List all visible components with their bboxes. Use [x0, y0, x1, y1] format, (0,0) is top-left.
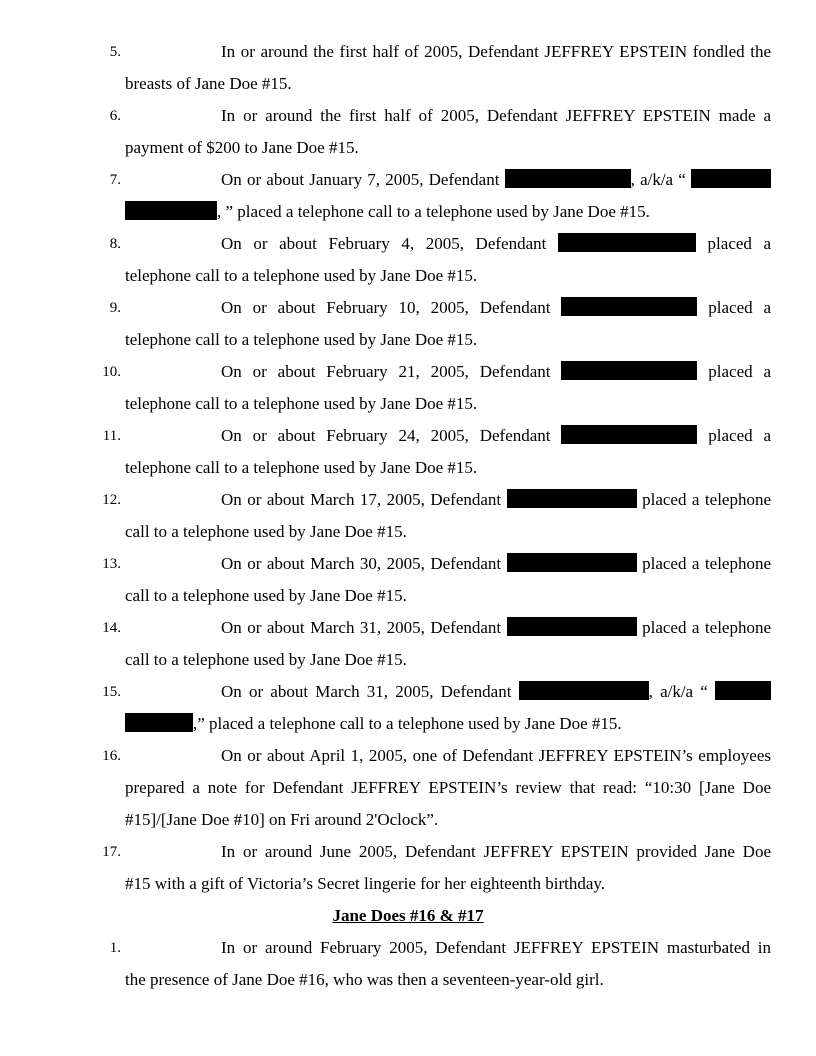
paragraph-text-line [221, 228, 771, 260]
paragraph-number: 17. [102, 844, 121, 860]
text-segment: placed a [708, 298, 772, 317]
redaction-block [691, 169, 771, 188]
paragraph-text-line: telephone call to a telephone used by Jane Doe #15. [125, 458, 478, 477]
paragraph-text-line: In or around the first half of 2005, Defendant JEFFREY EPSTEIN fondled the [221, 42, 771, 61]
paragraph-text-line: breasts of Jane Doe #15. [125, 74, 292, 93]
text-segment: On or about March 31, 2005, Defendant [221, 618, 502, 637]
paragraph-text-line: call to a telephone used by Jane Doe #15. [125, 650, 407, 669]
redaction-block [561, 425, 697, 444]
paragraph-text-line [221, 356, 771, 388]
paragraph-text-line: call to a telephone used by Jane Doe #15. [125, 586, 407, 605]
text-segment: On or about February 10, 2005, Defendant [221, 298, 551, 317]
text-segment: placed a [707, 234, 772, 253]
paragraph-text-line: On or about April 1, 2005, one of Defendant JEFFREY EPSTEIN’s employees [221, 746, 771, 765]
redaction-block [558, 233, 696, 252]
text-segment: On or about February 21, 2005, Defendant [221, 362, 551, 381]
paragraph-number: 1. [109, 940, 121, 956]
paragraph-text-line [221, 612, 771, 644]
text-segment: On or about March 17, 2005, Defendant [221, 490, 502, 509]
paragraph-number: 16. [102, 748, 121, 764]
paragraph-number: 5. [109, 44, 121, 60]
redaction-block [125, 201, 217, 220]
redaction-block [561, 297, 697, 316]
redaction-block [125, 713, 193, 732]
redaction-block [519, 681, 649, 700]
text-segment: placed a telephone [642, 554, 772, 573]
paragraph-number: 10. [102, 364, 121, 380]
paragraph-text-line: In or around June 2005, Defendant JEFFREY EPSTEIN provided Jane Doe [221, 842, 771, 861]
text-segment: On or about January 7, 2005, Defendant [221, 170, 500, 189]
text-segment: , ” placed a telephone call to a telephone used by Jane Doe #15. [217, 202, 650, 221]
paragraph-text-line: telephone call to a telephone used by Jane Doe #15. [125, 394, 478, 413]
paragraph-text-line: In or around the first half of 2005, Defendant JEFFREY EPSTEIN made a [221, 106, 771, 125]
text-segment: On or about March 31, 2005, Defendant [221, 682, 512, 701]
redaction-block [561, 361, 697, 380]
paragraph-number: 7. [109, 172, 121, 188]
paragraph-number: 6. [109, 108, 121, 124]
redaction-block [715, 681, 771, 700]
redaction-block [507, 617, 637, 636]
paragraph-text-line [221, 420, 771, 452]
paragraph-text-line [125, 708, 771, 740]
text-segment: On or about February 4, 2005, Defendant [221, 234, 547, 253]
section-heading: Jane Does #16 & #17 [332, 906, 484, 925]
paragraph-text-line: #15]/[Jane Doe #10] on Fri around 2'Oclock”. [125, 810, 439, 829]
text-segment: placed a telephone [642, 618, 772, 637]
paragraph-number: 15. [102, 684, 121, 700]
paragraph-number: 12. [102, 492, 121, 508]
paragraph-text-line: In or around February 2005, Defendant JEFFREY EPSTEIN masturbated in [221, 938, 771, 957]
text-segment: placed a telephone [642, 490, 772, 509]
paragraph-text-line: telephone call to a telephone used by Jane Doe #15. [125, 330, 478, 349]
paragraph-text-line: the presence of Jane Doe #16, who was then a seventeen-year-old girl. [125, 970, 604, 989]
paragraph-text-line [221, 164, 771, 196]
paragraph-text-line [221, 548, 771, 580]
text-segment: On or about February 24, 2005, Defendant [221, 426, 551, 445]
text-segment: placed a [708, 362, 772, 381]
paragraph-number: 8. [109, 236, 121, 252]
paragraph-text-line: #15 with a gift of Victoria’s Secret lingerie for her eighteenth birthday. [125, 874, 606, 893]
redaction-block [505, 169, 631, 188]
paragraph-number: 11. [102, 428, 121, 444]
paragraph-text-line [221, 484, 771, 516]
text-segment: On or about March 30, 2005, Defendant [221, 554, 502, 573]
paragraph-number: 9. [109, 300, 121, 316]
paragraph-number: 13. [102, 556, 121, 572]
paragraph-number: 14. [102, 620, 121, 636]
text-segment: , a/k/a “ [630, 170, 686, 189]
text-segment: placed a [708, 426, 772, 445]
text-segment: ,” placed a telephone call to a telephone used by Jane Doe #15. [193, 714, 622, 733]
text-segment: , a/k/a “ [648, 682, 708, 701]
paragraph-text-line: payment of $200 to Jane Doe #15. [125, 138, 359, 157]
redaction-block [507, 489, 637, 508]
paragraph-text-line: prepared a note for Defendant JEFFREY EPSTEIN’s review that read: “10:30 [Jane Doe [125, 778, 771, 797]
paragraph-text-line [221, 676, 771, 708]
paragraph-text-line: telephone call to a telephone used by Jane Doe #15. [125, 266, 478, 285]
paragraph-text-line [221, 292, 771, 324]
paragraph-text-line [125, 196, 771, 228]
redaction-block [507, 553, 637, 572]
paragraph-text-line: call to a telephone used by Jane Doe #15. [125, 522, 407, 541]
